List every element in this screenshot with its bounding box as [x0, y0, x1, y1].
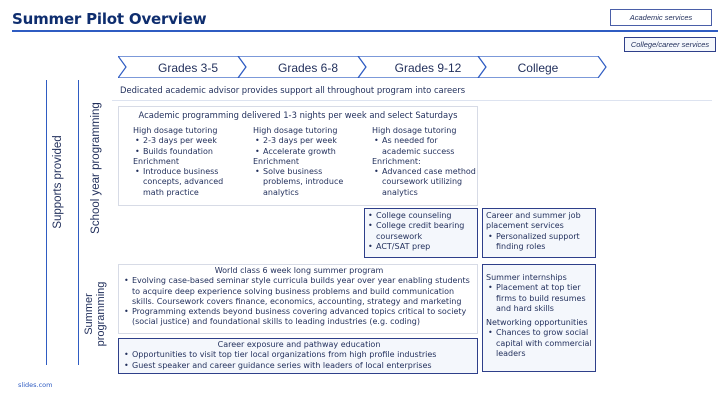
college-counseling-list	[366, 211, 476, 252]
grade-label: College	[517, 61, 559, 75]
list-item: • Guest speaker and career guidance series with leaders of local enterprises	[122, 361, 476, 371]
list-item: • Solve business problems, introduce analytics	[253, 167, 361, 198]
enrichment-heading: Enrichment	[133, 156, 180, 166]
career-job-content	[486, 211, 594, 252]
list-item: • College counseling	[366, 211, 476, 221]
list-item: • College credit bearing coursework	[366, 221, 476, 242]
tutoring-heading: High dosage tutoring	[253, 126, 338, 135]
tutoring-heading: High dosage tutoring	[372, 126, 457, 135]
list-item: • Evolving case-based seminar style curricula builds year over year enabling students to acquire deep experience solving business problems and build communication skills. Coursework covers finance, economics, accounting, strategy and marketing	[122, 276, 476, 307]
career-exposure-content	[122, 340, 476, 371]
list-item: • Introduce business concepts, advanced math practice	[133, 167, 241, 198]
list-item: • Programming extends beyond business covering advanced topics critical to society (social justice) and foundational skills to leading industries (e.g. coding)	[122, 307, 476, 328]
list-item: • Personalized support finding roles	[486, 232, 594, 253]
supports-rule	[46, 80, 47, 365]
career-job-heading: Career and summer job placement services	[486, 211, 581, 231]
page-title: Summer Pilot Overview	[12, 10, 207, 28]
list-item: • Builds foundation	[133, 147, 241, 157]
list-item: • Chances to grow social capital with commercial leaders	[486, 328, 596, 359]
world-class-heading: World class 6 week long summer program	[214, 266, 384, 275]
column-grades-6-8	[253, 126, 361, 198]
divider	[12, 30, 718, 32]
list-item: • Accelerate growth	[253, 147, 361, 157]
footer-link[interactable]: slides.com	[18, 381, 53, 389]
list-item: • 2-3 days per week	[133, 136, 241, 146]
internships-content	[486, 273, 596, 359]
career-exposure-heading: Career exposure and pathway education	[217, 340, 381, 349]
school-year-label: School year programming	[90, 102, 102, 234]
advisor-text: Dedicated academic advisor provides support all throughout program into careers	[120, 85, 466, 95]
legend-college-career: College/career services	[624, 37, 716, 52]
grade-label: Grades 6-8	[277, 61, 339, 75]
programming-rule	[78, 80, 79, 365]
list-item: • 2-3 days per week	[253, 136, 361, 146]
column-grades-9-12	[372, 126, 476, 198]
summer-programming-label: Summer programming	[83, 281, 107, 347]
internships-heading: Summer internships	[486, 273, 567, 282]
tutoring-heading: High dosage tutoring	[133, 126, 218, 135]
enrichment-heading: Enrichment:	[372, 156, 421, 166]
list-item: • ACT/SAT prep	[366, 242, 476, 252]
supports-provided-label: Supports provided	[52, 135, 64, 229]
world-class-content	[122, 266, 476, 328]
enrichment-heading: Enrichment	[253, 156, 300, 166]
column-grades-3-5	[133, 126, 241, 198]
list-item: • Placement at top tier firms to build resumes and hard skills	[486, 283, 596, 314]
row-divider	[112, 100, 712, 101]
list-item: • Advanced case method coursework utilizing analytics	[372, 167, 476, 198]
grade-label: Grades 9-12	[394, 61, 462, 75]
legend-academic: Academic services	[610, 9, 712, 26]
academic-programming-text: Academic programming delivered 1-3 nights per week and select Saturdays	[138, 110, 458, 120]
grade-label: Grades 3-5	[157, 61, 219, 75]
networking-heading: Networking opportunities	[486, 318, 588, 328]
list-item: • Opportunities to visit top tier local organizations from high profile industries	[122, 350, 476, 360]
list-item: • As needed for academic success	[372, 136, 476, 157]
